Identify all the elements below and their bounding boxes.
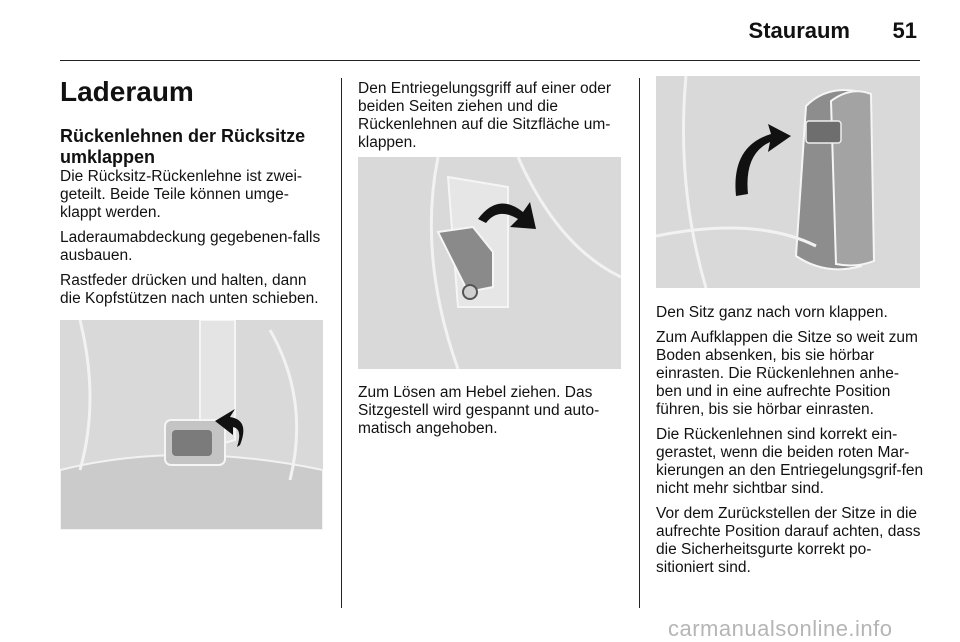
paragraph: Rastfeder drücken und halten, dann die Kopfstützen nach unten schieben. [60, 272, 319, 307]
paragraph: Den Sitz ganz nach vorn klappen. [656, 304, 888, 321]
watermark: carmanualsonline.info [668, 616, 893, 641]
paragraph: Die Rückenlehnen sind korrekt ein-gerastet, wenn die beiden roten Mar-kierungen an den Entriegelungsgrif-fen nicht mehr sichtbar sind. [656, 426, 924, 497]
paragraph: Vor dem Zurückstellen der Sitze in die aufrechte Position darauf achten, dass die Sicherheitsgurte korrekt po-sitioniert sind. [656, 505, 921, 576]
column-divider-2 [639, 78, 640, 608]
paragraph: Laderaumabdeckung gegebenen-falls ausbauen. [60, 229, 321, 264]
paragraph: Den Entriegelungsgriff auf einer oder beiden Seiten ziehen und die Rückenlehnen auf die Sitzfläche um-klappen. [358, 80, 612, 151]
header-divider [60, 60, 920, 61]
paragraph: Zum Aufklappen die Sitze so weit zum Boden absenken, bis sie hörbar einrasten. Die Rückenlehnen anhe-ben und in eine aufrechte Position führen, bis sie hörbar einrasten. [656, 329, 918, 418]
section-subtitle: Rückenlehnen der Rücksitze umklappen [60, 126, 306, 167]
backrest-release-handle-illustration [358, 157, 621, 369]
column-divider-1 [341, 78, 342, 608]
running-header-title: Stauraum [748, 18, 850, 43]
headrest-release-illustration [60, 320, 323, 530]
folded-seat-illustration [656, 76, 920, 288]
column-2 [358, 80, 628, 159]
column-3 [656, 304, 924, 584]
column-2-lower [358, 384, 628, 445]
column-1 [60, 76, 330, 315]
page-number: 51 [892, 18, 917, 43]
section-title: Laderaum [60, 76, 194, 107]
paragraph: Die Rücksitz-Rückenlehne ist zwei-geteilt. Beide Teile können umge-klappt werden. [60, 168, 303, 221]
paragraph: Zum Lösen am Hebel ziehen. Das Sitzgestell wird gespannt und auto-matisch angehoben. [358, 384, 600, 437]
